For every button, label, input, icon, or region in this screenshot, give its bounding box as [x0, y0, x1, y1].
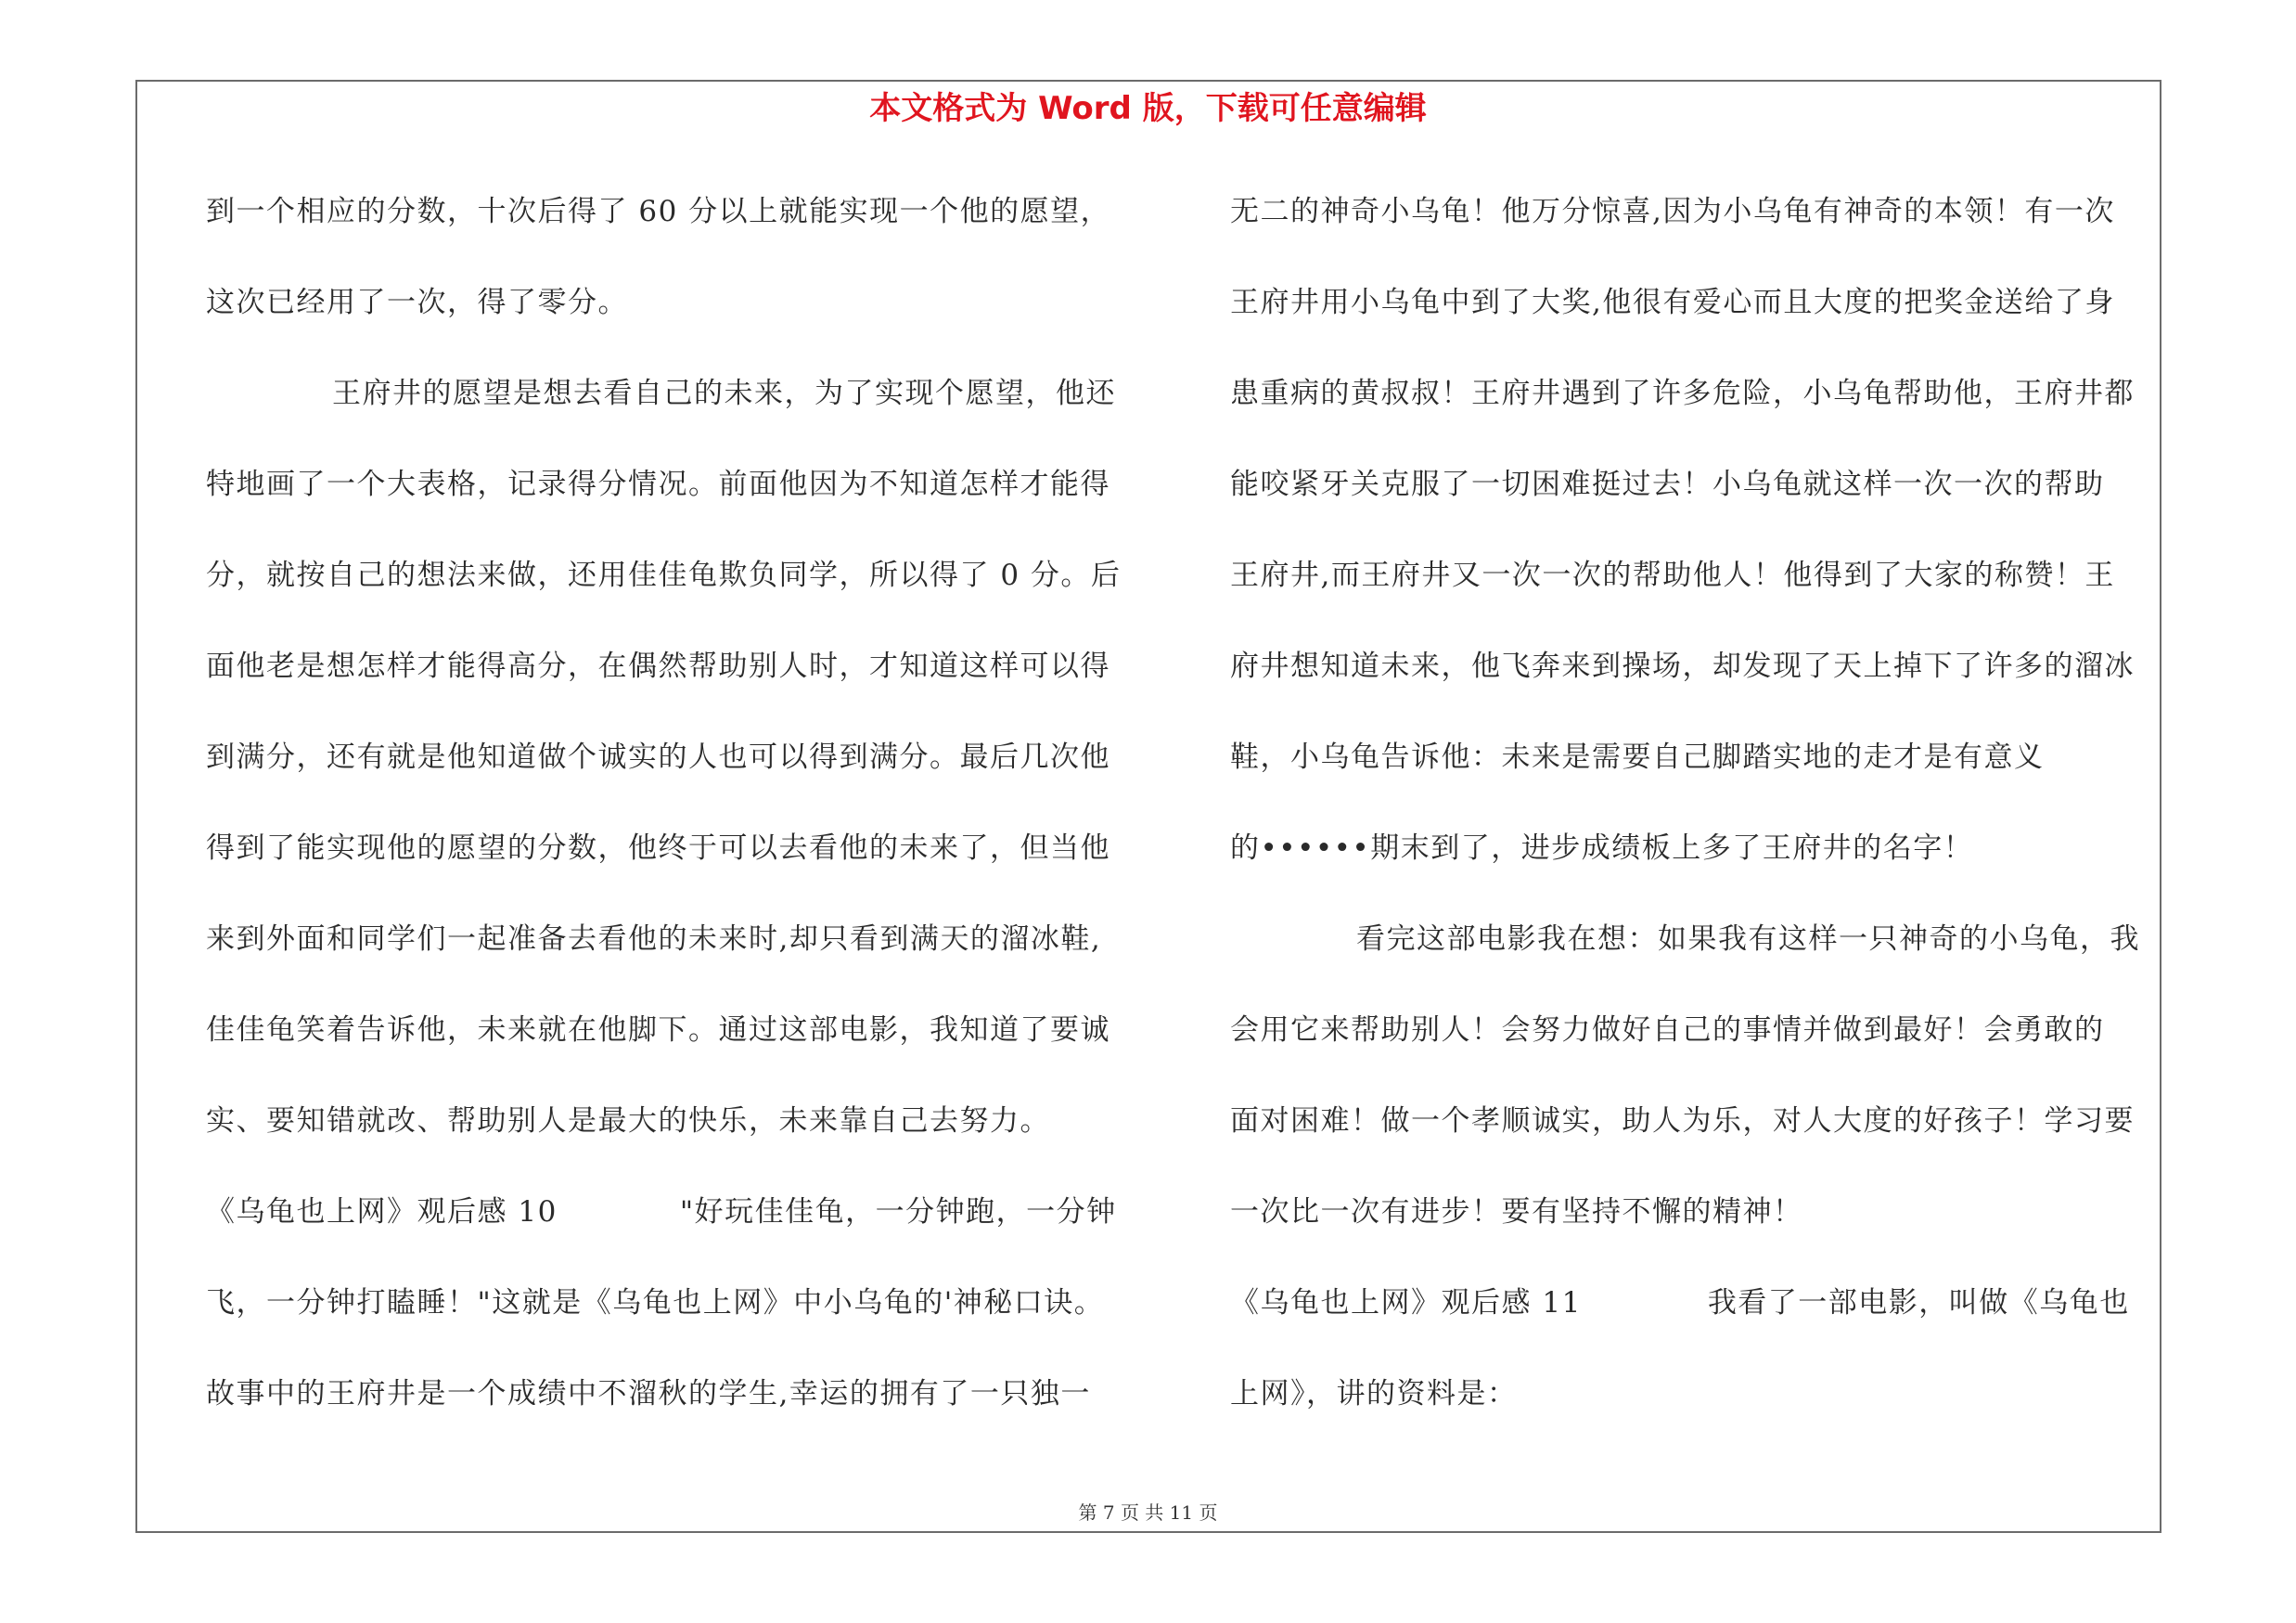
essay-first-sentence: 我看了一部电影，叫做《乌龟也: [1707, 1286, 2130, 1320]
paragraph-line: 特地画了一个大表格，记录得分情况。前面他因为不知道怎样才能得: [206, 468, 1110, 501]
essay-first-sentence: "好玩佳佳龟，一分钟跑，一分钟: [679, 1195, 1117, 1229]
paragraph-line: 佳佳龟笑着告诉他，未来就在他脚下。通过这部电影，我知道了要诚: [206, 1013, 1110, 1047]
paragraph-line: 看完这部电影我在想：如果我有这样一只神奇的小乌龟，我: [1356, 922, 2140, 956]
paragraph-line: 上网》，讲的资料是：: [1230, 1377, 1518, 1410]
paragraph-line: 一次比一次有进步！要有坚持不懈的精神！: [1230, 1195, 1803, 1229]
paragraph-line: 王府井用小乌龟中到了大奖,他很有爱心而且大度的把奖金送给了身: [1230, 286, 2115, 319]
paragraph-line: 到满分，还有就是他知道做个诚实的人也可以得到满分。最后几次他: [206, 741, 1110, 774]
paragraph-line: 患重病的黄叔叔！王府井遇到了许多危险，小乌龟帮助他，王府井都: [1230, 377, 2135, 410]
paragraph-line: 来到外面和同学们一起准备去看他的未来时,却只看到满天的溜冰鞋,: [206, 922, 1102, 956]
paragraph-line: 会用它来帮助别人！会努力做好自己的事情并做到最好！会勇敢的: [1230, 1013, 2105, 1047]
essay-title: 《乌龟也上网》观后感 11: [1230, 1286, 1582, 1320]
paragraph-line: 王府井,而王府井又一次一次的帮助他人！他得到了大家的称赞！王: [1230, 559, 2115, 592]
page-number: 第 7 页 共 11 页: [1078, 1501, 1218, 1524]
paragraph-line: 得到了能实现他的愿望的分数，他终于可以去看他的未来了，但当他: [206, 831, 1110, 865]
paragraph-line: 王府井的愿望是想去看自己的未来，为了实现个愿望，他还: [332, 377, 1116, 410]
paragraph-line: 实、要知错就改、帮助别人是最大的快乐，未来靠自己去努力。: [206, 1104, 1050, 1138]
paragraph-line: 府井想知道未来，他飞奔来到操场，却发现了天上掉下了许多的溜冰: [1230, 650, 2135, 683]
paragraph-line: 无二的神奇小乌龟！他万分惊喜,因为小乌龟有神奇的本领！有一次: [1230, 195, 2115, 228]
paragraph-line: 鞋，小乌龟告诉他：未来是需要自己脚踏实地的走才是有意义: [1230, 741, 2045, 774]
paragraph-line: 这次已经用了一次，得了零分。: [206, 286, 628, 319]
paragraph-line: 能咬紧牙关克服了一切困难挺过去！小乌龟就这样一次一次的帮助: [1230, 468, 2105, 501]
essay-heading-line: [206, 1184, 1126, 1275]
format-notice-banner: 本文格式为 Word 版，下载可任意编辑: [869, 90, 1427, 127]
paragraph-line: 面他老是想怎样才能得高分，在偶然帮助别人时，才知道这样可以得: [206, 650, 1110, 683]
essay-heading-line: [1230, 1275, 2150, 1366]
right-column: [1230, 184, 2150, 1457]
paragraph-line: 飞，一分钟打瞌睡！"这就是《乌龟也上网》中小乌龟的'神秘口诀。: [206, 1286, 1105, 1320]
essay-title: 《乌龟也上网》观后感 10: [206, 1195, 558, 1229]
paragraph-line: 面对困难！做一个孝顺诚实，助人为乐，对人大度的好孩子！学习要: [1230, 1104, 2135, 1138]
paragraph-line: 故事中的王府井是一个成绩中不溜秋的学生,幸运的拥有了一只独一: [206, 1377, 1091, 1410]
paragraph-line: 到一个相应的分数，十次后得了 60 分以上就能实现一个他的愿望，: [206, 195, 1111, 228]
paragraph-line: 的••••••期末到了，进步成绩板上多了王府井的名字！: [1230, 831, 1974, 865]
paragraph-line: 分，就按自己的想法来做，还用佳佳龟欺负同学，所以得了 0 分。后: [206, 559, 1122, 592]
left-column: [206, 184, 1126, 1457]
